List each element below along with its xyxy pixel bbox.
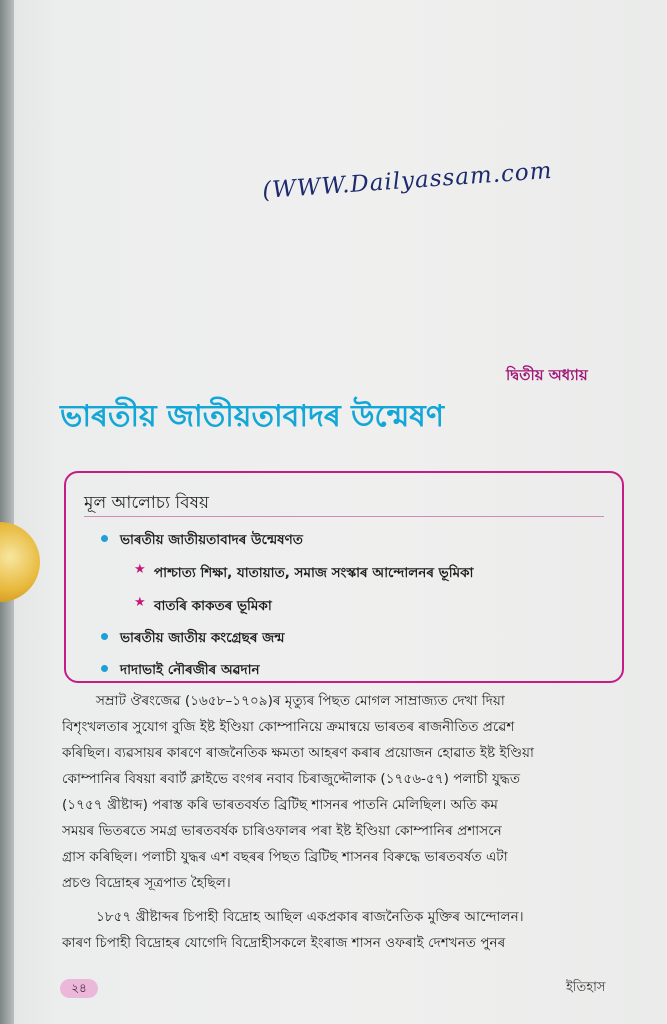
text-line: প্ৰচণ্ড বিদ্ৰোহৰ সূত্ৰপাত হৈছিল।	[62, 875, 231, 891]
summary-item: দাদাভাই নৌৰজীৰ অৱদান	[120, 662, 260, 678]
summary-subitem: পাশ্চাত্য শিক্ষা, যাতায়াত, সমাজ সংস্কাৰ আন্দোলনৰ ভূমিকা	[154, 565, 474, 581]
summary-subitem: বাতৰি কাকতৰ ভূমিকা	[154, 598, 272, 614]
bullet-dot-icon	[101, 665, 108, 672]
text-line: কৰিছিল। ব্যৱসায়ৰ কাৰণে ৰাজনৈতিক ক্ষমতা আহৰণ কৰাৰ প্ৰয়োজন হোৱাত ইষ্ট ইণ্ডিয়া	[62, 745, 534, 761]
text-line: সম্ৰাট ঔৰংজেৱ (১৬৫৮–১৭০৯)ৰ মৃত্যুৰ পিছত মোগল সাম্ৰাজ্যত দেখা দিয়া	[96, 693, 505, 709]
text-line: (১৭৫৭ খ্ৰীষ্টাব্দ) পৰাস্ত কৰি ভাৰতবৰ্ষত ব্ৰিটিছ শাসনৰ পাতনি মেলিছিল। অতি কম	[62, 797, 498, 813]
book-spine	[0, 0, 14, 1024]
handwritten-watermark: (WWW.Dailyassam.com	[261, 157, 554, 205]
text-line: কোম্পানিৰ বিষয়া ৰবাৰ্ট ক্লাইভে বংগৰ নবাব চিৰাজুদ্দৌলাক (১৭৫৬-৫৭) পলাচী যুদ্ধত	[62, 771, 521, 787]
text-line: বিশৃংখলতাৰ সুযোগ বুজি ইষ্ট ইণ্ডিয়া কোম্পানিয়ে ক্ৰমান্বয়ে ভাৰতৰ ৰাজনীতিত প্ৰৱেশ	[62, 719, 515, 735]
summary-box-divider	[84, 516, 604, 517]
page-number: ২৪	[60, 979, 98, 998]
text-line: কাৰণ চিপাহী বিদ্ৰোহৰ যোগেদি বিদ্ৰোহীসকলে ইংৰাজ শাসন ওফৰাই দেশখনত পুনৰ	[62, 935, 506, 951]
text-line: ১৮৫৭ খ্ৰীষ্টাব্দৰ চিপাহী বিদ্ৰোহ আছিল একপ্ৰকাৰ ৰাজনৈতিক মুক্তিৰ আন্দোলন।	[96, 909, 524, 925]
chapter-title: ভাৰতীয় জাতীয়তাবাদৰ উন্মেষণ	[60, 399, 444, 434]
yellow-object-edge	[0, 522, 40, 602]
bullet-dot-icon	[101, 633, 108, 640]
paragraph-2	[62, 904, 608, 956]
text-line: গ্ৰাস কৰিছিল। পলাচী যুদ্ধৰ এশ বছৰৰ পিছত ব্ৰিটিছ শাসনৰ বিৰুদ্ধে ভাৰতবৰ্ষত এটা	[62, 849, 508, 865]
bullet-dot-icon	[101, 535, 108, 542]
paragraph-1	[62, 688, 608, 896]
star-bullet-icon: ★	[134, 595, 146, 610]
summary-item: ভাৰতীয় জাতীয়তাবাদৰ উন্মেষণত	[120, 532, 303, 548]
star-bullet-icon: ★	[134, 562, 146, 577]
text-line: সময়ৰ ভিতৰতে সমগ্ৰ ভাৰতবৰ্ষক চাৰিওফালৰ পৰা ইষ্ট ইণ্ডিয়া কোম্পানিৰ প্ৰশাসনে	[62, 823, 502, 839]
summary-box-title: মূল আলোচ্য বিষয়	[84, 493, 209, 513]
footer-subject: ইতিহাস	[566, 980, 606, 995]
chapter-number: দ্বিতীয় অধ্যায়	[506, 366, 588, 384]
summary-item: ভাৰতীয় জাতীয় কংগ্ৰেছৰ জন্ম	[120, 630, 285, 646]
